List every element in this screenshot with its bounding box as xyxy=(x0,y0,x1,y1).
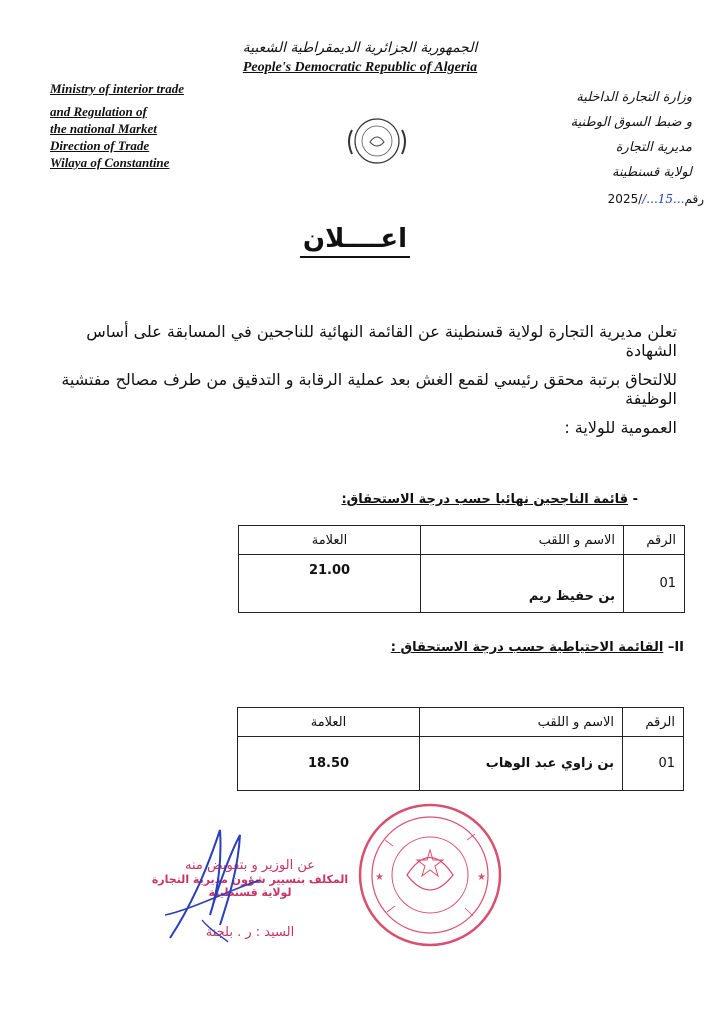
section2-heading-text: القائمة الاحتياطية حسب درجة الاستحقاق : xyxy=(390,640,664,655)
ministry-line-ar: وزارة التجارة الداخلية xyxy=(576,90,692,105)
body-line-1: تعلن مديرية التجارة لولاية قسنطينة عن القائمة النهائية للناجحين في المسابقة على أساس الشهادة xyxy=(86,322,677,360)
row-name: بن زاوي عبد الوهاب xyxy=(420,737,623,791)
wilaya-line-en: Wilaya of Constantine xyxy=(50,155,170,170)
table-header-row xyxy=(239,526,685,555)
header-mark: العلامة xyxy=(238,708,420,737)
official-stamp-icon xyxy=(355,800,505,950)
reserve-table xyxy=(237,707,684,791)
section1-heading-text: قائمة الناجحين نهائيا حسب درجة الاستحقاق: xyxy=(341,492,629,507)
signatory-name: السيد : ر . بلجنة xyxy=(205,925,295,940)
direction-line-en: Direction of Trade xyxy=(50,138,150,153)
section1-prefix: - xyxy=(632,492,638,507)
signature-line-2: المكلف بتسيير شؤون مديرية التجارة لولاية قسنطينة xyxy=(151,873,349,899)
reference-year: 2025/ xyxy=(607,192,643,206)
row-mark: 18.50 xyxy=(238,737,420,791)
table-header-row xyxy=(238,708,684,737)
svg-text:★: ★ xyxy=(477,872,486,883)
table-row xyxy=(239,555,685,613)
body-line-2: للالتحاق برتبة محقق رئيسي لقمع الغش بعد عملية الرقابة و التدقيق من طرف مصالح مفتشية الوظيفة xyxy=(61,370,677,408)
wilaya-line-ar: لولاية قسنطينة xyxy=(611,165,692,180)
reference-label: رقم xyxy=(684,192,704,206)
svg-text:★: ★ xyxy=(375,872,384,883)
header-name: الاسم و اللقب xyxy=(421,526,624,555)
header-arabic-republic: الجمهورية الجزائرية الديمقراطية الشعبية xyxy=(242,40,478,56)
finalists-table xyxy=(238,525,685,613)
section1-heading xyxy=(341,492,638,507)
row-number: 01 xyxy=(624,555,685,613)
handwritten-signature-icon xyxy=(150,820,270,950)
direction-line-ar: مديرية التجارة xyxy=(615,140,692,155)
ministry-line-en: Ministry of interior trade xyxy=(50,81,184,96)
section2-heading xyxy=(391,640,684,655)
header-number: الرقم xyxy=(623,708,684,737)
row-name: بن حفيظ ريم xyxy=(421,555,624,613)
row-mark: 21.00 xyxy=(239,555,421,613)
section2-prefix: II– xyxy=(667,640,684,655)
header-name: الاسم و اللقب xyxy=(420,708,623,737)
reference-value: /...15... xyxy=(642,192,685,206)
header-number: الرقم xyxy=(624,526,685,555)
table-row xyxy=(238,737,684,791)
market-line-en: the national Market xyxy=(50,121,157,136)
row-number: 01 xyxy=(623,737,684,791)
algeria-emblem-icon xyxy=(342,112,412,170)
header-english-republic: People's Democratic Republic of Algeria xyxy=(242,60,478,75)
regulation-line-en: and Regulation of xyxy=(50,104,147,119)
body-line-3: العمومية للولاية : xyxy=(564,418,677,437)
header-mark: العلامة xyxy=(239,526,421,555)
announcement-title: اعــــلان xyxy=(300,224,410,258)
regulation-line-ar: و ضبط السوق الوطنية xyxy=(570,115,692,130)
reference-number xyxy=(608,192,704,206)
signature-line-1: عن الوزير و بتفويض منه xyxy=(184,858,316,873)
